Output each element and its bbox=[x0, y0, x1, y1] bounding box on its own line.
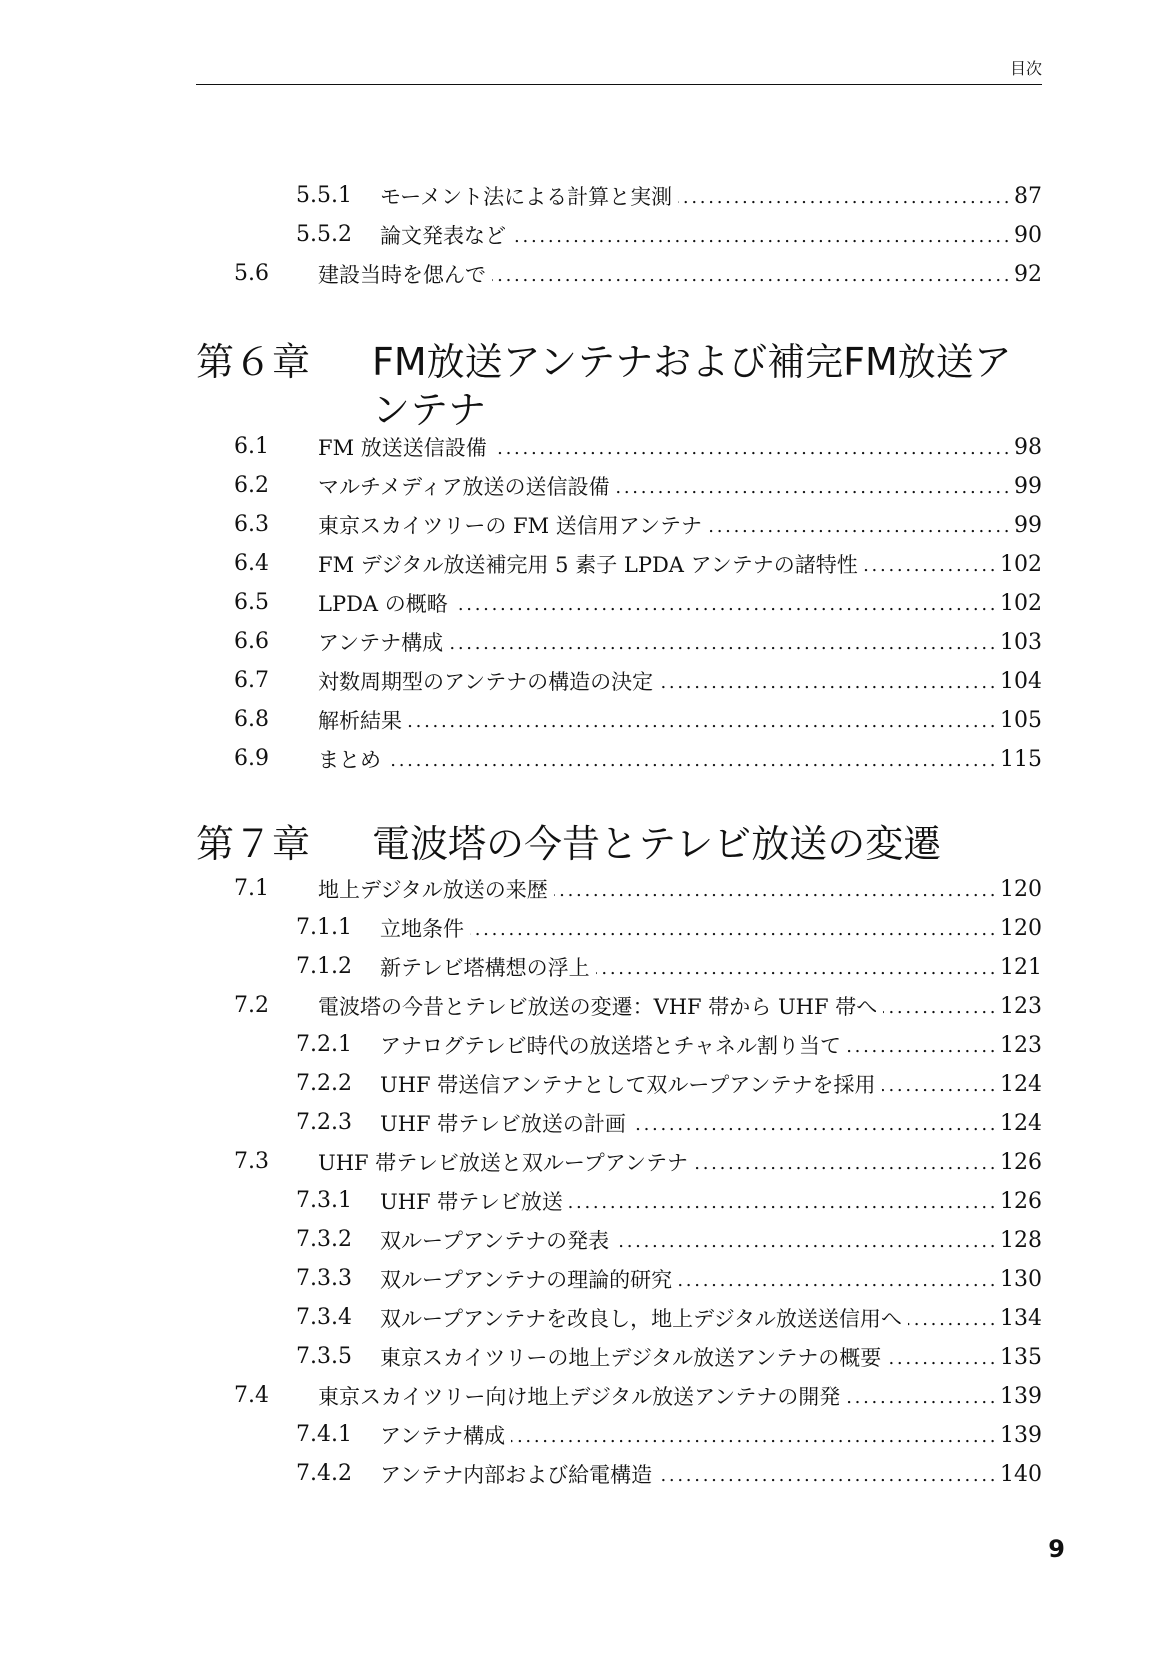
toc-entry-number: 6.4 bbox=[234, 551, 269, 576]
toc-entry-number: 7.2 bbox=[234, 993, 269, 1018]
toc-entry-title: FM デジタル放送補完用 5 素子 LPDA アンテナの諸特性 bbox=[318, 553, 858, 577]
toc-entry-body bbox=[318, 258, 1042, 290]
toc-entry-body bbox=[380, 1107, 1042, 1139]
dot-leader bbox=[882, 1074, 994, 1094]
toc-entry-page: 123 bbox=[1000, 1032, 1042, 1058]
toc-entry-number: 7.3.1 bbox=[296, 1188, 352, 1213]
chapter-number: 第６章 bbox=[196, 340, 311, 384]
chapter-title: 電波塔の今昔とテレビ放送の変遷 bbox=[372, 822, 942, 866]
toc-entry-number: 7.1 bbox=[234, 876, 269, 901]
toc-entry-body bbox=[380, 1341, 1042, 1373]
toc-entry-page: 90 bbox=[1014, 222, 1042, 248]
toc-entry-page: 134 bbox=[1000, 1305, 1042, 1331]
toc-entry[interactable] bbox=[0, 509, 1042, 541]
toc-entry[interactable] bbox=[0, 626, 1042, 658]
toc-entry-number: 6.9 bbox=[234, 746, 269, 771]
toc-entry[interactable] bbox=[0, 1224, 1042, 1256]
toc-entry-title: 電波塔の今昔とテレビ放送の変遷：VHF 帯から UHF 帯へ bbox=[318, 995, 878, 1019]
toc-entry[interactable] bbox=[0, 1380, 1042, 1412]
dot-leader bbox=[615, 1230, 994, 1250]
toc-entry-body bbox=[318, 665, 1042, 697]
toc-entry-page: 99 bbox=[1014, 473, 1042, 499]
toc-entry-title: 地上デジタル放送の来歴 bbox=[318, 878, 548, 902]
toc-entry-body bbox=[380, 1458, 1042, 1490]
dot-leader bbox=[511, 1425, 994, 1445]
toc-entry-body bbox=[380, 1224, 1042, 1256]
toc-entry-number: 7.2.2 bbox=[296, 1071, 352, 1096]
toc-entry-title: UHF 帯テレビ放送と双ループアンテナ bbox=[318, 1151, 688, 1175]
toc-entry-body bbox=[380, 1029, 1042, 1061]
toc-entry[interactable] bbox=[0, 704, 1042, 736]
toc-entry-page: 105 bbox=[1000, 707, 1042, 733]
toc-entry-body bbox=[380, 219, 1042, 251]
dot-leader bbox=[678, 1269, 994, 1289]
toc-entry-body bbox=[380, 1419, 1042, 1451]
toc-entry-page: 139 bbox=[1000, 1383, 1042, 1409]
chapter-heading bbox=[196, 338, 1016, 434]
toc-entry-title: マルチメディア放送の送信設備 bbox=[318, 475, 610, 499]
toc-entry-body bbox=[380, 912, 1042, 944]
dot-leader bbox=[493, 437, 1008, 457]
dot-leader bbox=[492, 264, 1008, 284]
toc-entry-title: UHF 帯テレビ放送の計画 bbox=[380, 1112, 626, 1136]
toc-entry-number: 7.2.1 bbox=[296, 1032, 352, 1057]
toc-entry-title: FM 放送送信設備 bbox=[318, 436, 487, 460]
toc-entry-body bbox=[318, 587, 1042, 619]
toc-entry[interactable] bbox=[0, 873, 1042, 905]
dot-leader bbox=[658, 1464, 994, 1484]
toc-entry-body bbox=[318, 509, 1042, 541]
toc-entry-body bbox=[318, 431, 1042, 463]
toc-entry-body bbox=[380, 1185, 1042, 1217]
toc-entry-number: 5.5.1 bbox=[296, 183, 352, 208]
toc-entry-title: 双ループアンテナの発表 bbox=[380, 1229, 610, 1253]
toc-entry-title: 対数周期型のアンテナの構造の決定 bbox=[318, 670, 654, 694]
toc-entry-page: 123 bbox=[1000, 993, 1042, 1019]
dot-leader bbox=[659, 671, 994, 691]
toc-entry-number: 7.3.4 bbox=[296, 1305, 352, 1330]
page-number: 9 bbox=[1048, 1535, 1065, 1563]
toc-entry-title: まとめ bbox=[318, 748, 381, 772]
toc-entry-page: 104 bbox=[1000, 668, 1042, 694]
dot-leader bbox=[883, 996, 994, 1016]
toc-entry[interactable] bbox=[0, 1302, 1042, 1334]
toc-entry[interactable] bbox=[0, 951, 1042, 983]
toc-entry-title: LPDA の概略 bbox=[318, 592, 448, 616]
toc-entry-number: 7.4.1 bbox=[296, 1422, 352, 1447]
dot-leader bbox=[847, 1035, 994, 1055]
toc-entry-page: 99 bbox=[1014, 512, 1042, 538]
toc-entry[interactable] bbox=[0, 743, 1042, 775]
toc-entry-page: 126 bbox=[1000, 1188, 1042, 1214]
toc-entry-body bbox=[318, 1380, 1042, 1412]
toc-entry-number: 6.3 bbox=[234, 512, 269, 537]
toc-entry-body bbox=[318, 704, 1042, 736]
toc-entry-body bbox=[318, 990, 1042, 1022]
toc-entry-title: 双ループアンテナの理論的研究 bbox=[380, 1268, 673, 1292]
toc-entry-title: 解析結果 bbox=[318, 709, 402, 733]
toc-entry-body bbox=[318, 626, 1042, 658]
toc-entry-number: 7.3.3 bbox=[296, 1266, 352, 1291]
toc-entry-title: 東京スカイツリーの地上デジタル放送アンテナの概要 bbox=[380, 1346, 882, 1370]
toc-entry-title: アンテナ内部および給電構造 bbox=[380, 1463, 653, 1487]
dot-leader bbox=[512, 225, 1008, 245]
dot-leader bbox=[596, 957, 994, 977]
dot-leader bbox=[678, 186, 1008, 206]
toc-entry-body bbox=[318, 470, 1042, 502]
toc-entry-number: 7.1.2 bbox=[296, 954, 352, 979]
toc-entry[interactable] bbox=[0, 1146, 1042, 1178]
toc-entry[interactable] bbox=[0, 990, 1042, 1022]
toc-entry[interactable] bbox=[0, 1029, 1042, 1061]
toc-entry-page: 103 bbox=[1000, 629, 1042, 655]
toc-entry-number: 7.3.2 bbox=[296, 1227, 352, 1252]
dot-leader bbox=[569, 1191, 994, 1211]
dot-leader bbox=[470, 918, 994, 938]
toc-entry[interactable] bbox=[0, 1107, 1042, 1139]
toc-entry-number: 6.5 bbox=[234, 590, 269, 615]
toc-entry-title: 立地条件 bbox=[380, 917, 464, 941]
toc-entry-body bbox=[380, 1068, 1042, 1100]
toc-entry-title: 建設当時を偲んで bbox=[318, 263, 486, 287]
dot-leader bbox=[454, 593, 994, 613]
toc-entry[interactable] bbox=[0, 1458, 1042, 1490]
toc-entry-title: UHF 帯送信アンテナとして双ループアンテナを採用 bbox=[380, 1073, 876, 1097]
toc-entry[interactable] bbox=[0, 1419, 1042, 1451]
toc-entry[interactable] bbox=[0, 470, 1042, 502]
toc-entry-number: 6.8 bbox=[234, 707, 269, 732]
toc-entry-title: アナログテレビ時代の放送塔とチャネル割り当て bbox=[380, 1034, 841, 1058]
dot-leader bbox=[449, 632, 994, 652]
toc-entry-title: 新テレビ塔構想の浮上 bbox=[380, 956, 590, 980]
toc-entry-page: 135 bbox=[1000, 1344, 1042, 1370]
toc-entry[interactable] bbox=[0, 665, 1042, 697]
toc-entry-number: 5.5.2 bbox=[296, 222, 352, 247]
toc-entry-page: 126 bbox=[1000, 1149, 1042, 1175]
dot-leader bbox=[846, 1386, 994, 1406]
dot-leader bbox=[887, 1347, 994, 1367]
toc-entry-page: 98 bbox=[1014, 434, 1042, 460]
toc-entry[interactable] bbox=[0, 1185, 1042, 1217]
toc-entry-body bbox=[318, 873, 1042, 905]
toc-entry[interactable] bbox=[0, 219, 1042, 251]
toc-entry-page: 115 bbox=[1000, 746, 1042, 772]
dot-leader bbox=[694, 1152, 994, 1172]
toc-entry[interactable] bbox=[0, 258, 1042, 290]
chapter-heading bbox=[196, 820, 1016, 868]
toc-entry[interactable] bbox=[0, 912, 1042, 944]
toc-entry-body bbox=[318, 548, 1042, 580]
toc-entry-page: 140 bbox=[1000, 1461, 1042, 1487]
chapter-number: 第７章 bbox=[196, 822, 311, 866]
toc-entry-title: 東京スカイツリー向け地上デジタル放送アンテナの開発 bbox=[318, 1385, 841, 1409]
toc-entry[interactable] bbox=[0, 548, 1042, 580]
toc-entry[interactable] bbox=[0, 1263, 1042, 1295]
toc-entry-page: 102 bbox=[1000, 590, 1042, 616]
toc-entry[interactable] bbox=[0, 180, 1042, 212]
toc-entry-page: 87 bbox=[1014, 183, 1042, 209]
toc-entry-body bbox=[380, 180, 1042, 212]
dot-leader bbox=[908, 1308, 994, 1328]
toc-entry-number: 7.2.3 bbox=[296, 1110, 352, 1135]
toc-entry-number: 7.4.2 bbox=[296, 1461, 352, 1486]
toc-entry-title: 東京スカイツリーの FM 送信用アンテナ bbox=[318, 514, 702, 538]
toc-entry-body bbox=[318, 743, 1042, 775]
toc-entry-number: 7.1.1 bbox=[296, 915, 352, 940]
toc-entry-page: 92 bbox=[1014, 261, 1042, 287]
toc-entry-number: 5.6 bbox=[234, 261, 269, 286]
dot-leader bbox=[387, 749, 994, 769]
dot-leader bbox=[864, 554, 994, 574]
toc-entry[interactable] bbox=[0, 1341, 1042, 1373]
toc-entry-page: 102 bbox=[1000, 551, 1042, 577]
toc-entry-page: 124 bbox=[1000, 1110, 1042, 1136]
toc-entry-page: 120 bbox=[1000, 915, 1042, 941]
toc-entry-title: アンテナ構成 bbox=[380, 1424, 506, 1448]
toc-entry[interactable] bbox=[0, 431, 1042, 463]
toc-entry-number: 7.3 bbox=[234, 1149, 269, 1174]
running-head-label: 目次 bbox=[1009, 59, 1042, 78]
toc-entry-body bbox=[380, 1302, 1042, 1334]
toc-entry[interactable] bbox=[0, 1068, 1042, 1100]
toc-entry-number: 7.3.5 bbox=[296, 1344, 352, 1369]
toc-entry-body bbox=[380, 1263, 1042, 1295]
toc-entry-body bbox=[380, 951, 1042, 983]
toc-entry-title: 論文発表など bbox=[380, 224, 506, 248]
toc-entry-body bbox=[318, 1146, 1042, 1178]
dot-leader bbox=[408, 710, 994, 730]
chapter-title: FM放送アンテナおよび補完FM放送アンテナ bbox=[372, 340, 1012, 432]
toc-entry-title: 双ループアンテナを改良し，地上デジタル放送送信用へ bbox=[380, 1307, 902, 1331]
dot-leader bbox=[554, 879, 994, 899]
toc-entry-number: 6.2 bbox=[234, 473, 269, 498]
toc-entry-title: アンテナ構成 bbox=[318, 631, 444, 655]
dot-leader bbox=[615, 476, 1008, 496]
toc-entry-page: 120 bbox=[1000, 876, 1042, 902]
toc-entry-page: 121 bbox=[1000, 954, 1042, 980]
toc-entry-page: 139 bbox=[1000, 1422, 1042, 1448]
toc-entry[interactable] bbox=[0, 587, 1042, 619]
toc-entry-number: 6.1 bbox=[234, 434, 269, 459]
toc-entry-number: 7.4 bbox=[234, 1383, 269, 1408]
toc-entry-title: UHF 帯テレビ放送 bbox=[380, 1190, 563, 1214]
toc-entry-page: 128 bbox=[1000, 1227, 1042, 1253]
toc-entry-title: モーメント法による計算と実測 bbox=[380, 185, 673, 209]
dot-leader bbox=[632, 1113, 994, 1133]
toc-entry-page: 130 bbox=[1000, 1266, 1042, 1292]
toc-entry-page: 124 bbox=[1000, 1071, 1042, 1097]
toc-entry-number: 6.6 bbox=[234, 629, 269, 654]
dot-leader bbox=[708, 515, 1008, 535]
toc-entry-number: 6.7 bbox=[234, 668, 269, 693]
